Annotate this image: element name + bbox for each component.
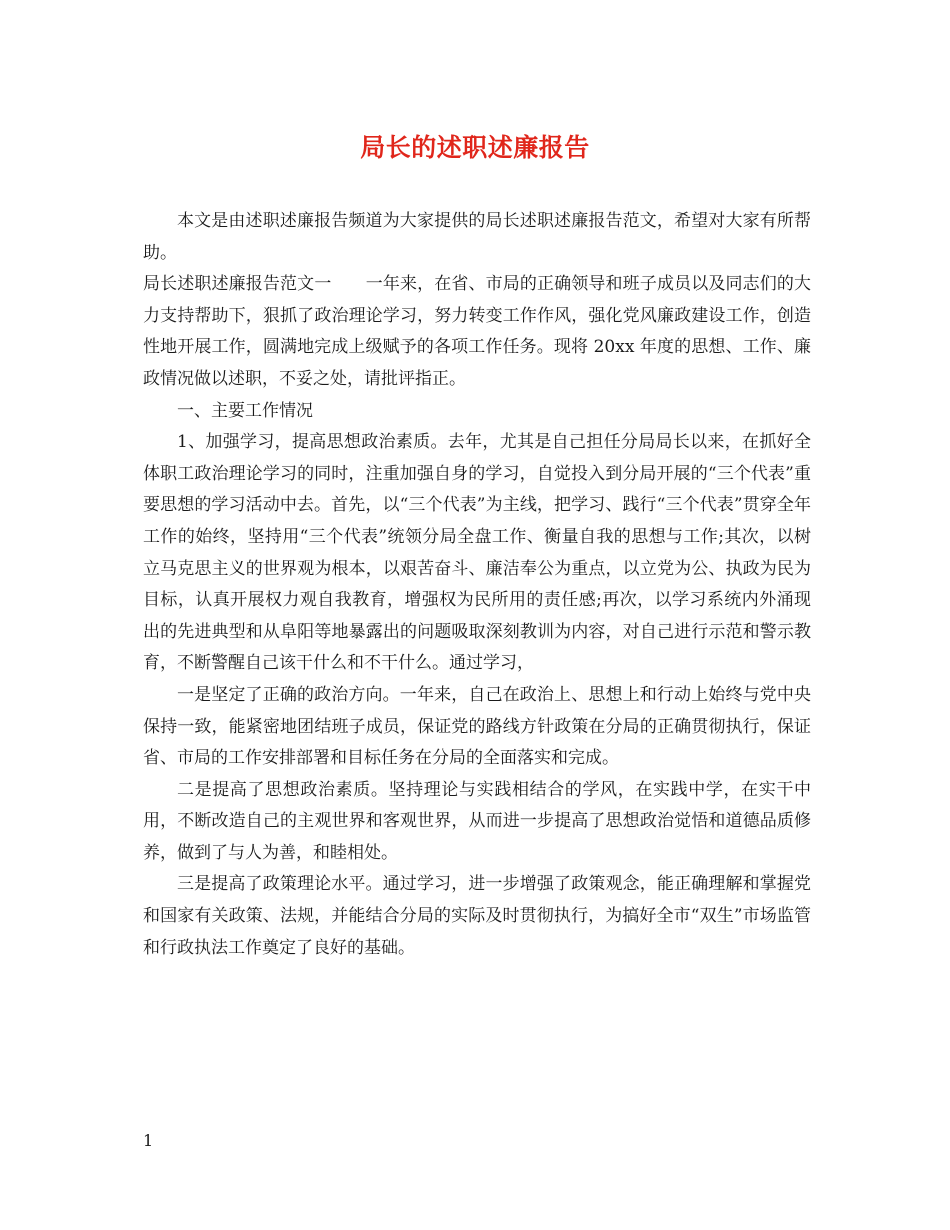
document-body [143,206,811,964]
paragraph-study: 1、加强学习，提高思想政治素质。去年，尤其是自己担任分局局长以来，在抓好全体职工政治理论学习的同时，注重加强自身的学习，自觉投入到分局开展的“三个代表”重要思想的学习活动中去。首先，以“三个代表”为主线，把学习、践行“三个代表”贯穿全年工作的始终，坚持用“三个代表”统领分局全盘工作、衡量自我的思想与工作;其次，以树立马克思主义的世界观为根本，以艰苦奋斗、廉洁奉公为重点，以立党为公、执政为民为目标，认真开展权力观自我教育，增强权为民所用的责任感;再次，以学习系统内外涌现出的先进典型和从阜阳等地暴露出的问题吸取深刻教训为内容，对自己进行示范和警示教育，不断警醒自己该干什么和不干什么。通过学习， [143,432,811,674]
section-heading-main-work: 一、主要工作情况 [177,400,313,421]
paragraph-political-direction: 一是坚定了正确的政治方向。一年来，自己在政治上、思想上和行动上始终与党中央保持一致，能紧密地团结班子成员，保证党的路线方针政策在分局的正确贯彻执行，保证省、市局的工作安排部署和目标任务在分局的全面落实和完成。 [143,684,811,769]
page-number: 1 [143,1131,154,1150]
document-title: 局长的述职述廉报告 [360,133,590,162]
paragraph-policy-theory: 三是提高了政策理论水平。通过学习，进一步增强了政策观念，能正确理解和掌握党和国家有关政策、法规，并能结合分局的实际及时贯彻执行，为搞好全市“双生”市场监管和行政执法工作奠定了良好的基础。 [143,874,811,958]
paragraph-sample-one: 局长述职述廉报告范文一 一年来，在省、市局的正确领导和班子成员以及同志们的大力支持帮助下，狠抓了政治理论学习，努力转变工作作风，强化党风廉政建设工作，创造性地开展工作，圆满地完成上级赋予的各项工作任务。现将 20xx 年度的思想、工作、廉政情况做以述职，不妥之处，请批评指正。 [143,274,811,389]
paragraph-intro: 本文是由述职述廉报告频道为大家提供的局长述职述廉报告范文，希望对大家有所帮助。 [143,211,811,263]
paragraph-ideological-quality: 二是提高了思想政治素质。坚持理论与实践相结合的学风，在实践中学，在实干中用，不断改造自己的主观世界和客观世界，从而进一步提高了思想政治觉悟和道德品质修养，做到了与人为善，和睦相处。 [143,779,811,863]
